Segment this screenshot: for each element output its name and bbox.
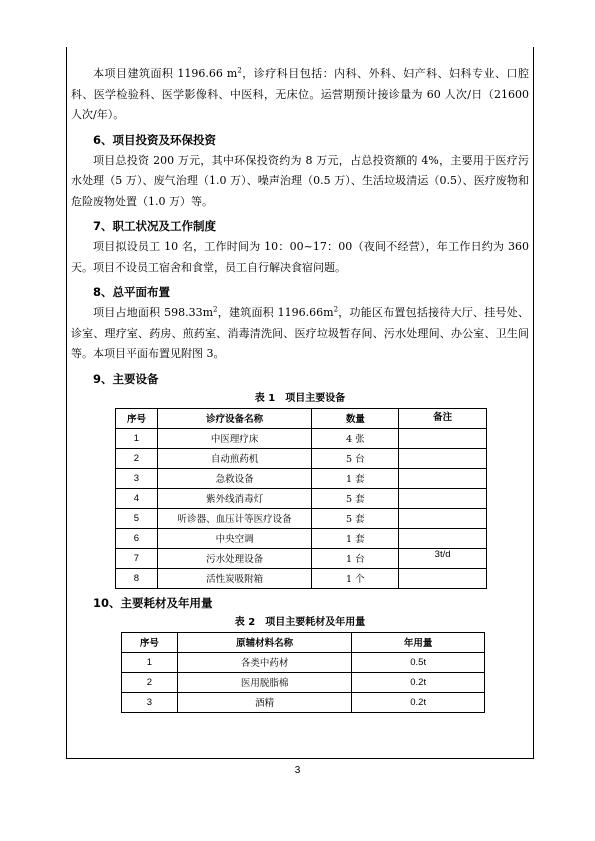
cell: 2 [116,448,158,468]
cell: 2 [122,672,178,692]
note-cell [399,568,487,588]
intro-paragraph: 本项目建筑面积 1196.66 $m^2$，诊疗科目包括：内科、外科、妇产科、妇科专业、口腔科、医学检验科、医学影像科、中医科，无床位。运营期预计接诊量为 60 人次/日（21600 人次/年）。 [71,66,529,121]
section-10-title: 10、主要耗材及年用量 [93,595,213,610]
section-8-title: 8、总平面布置 [93,285,171,299]
table-row [116,448,487,468]
cell: 医用脱脂棉 [177,672,351,692]
header-cell: 原辅材料名称 [177,632,351,652]
cell: 活性炭吸附箱 [157,568,312,588]
cell: 自动煎药机 [157,448,312,468]
cell: 1 套 [312,468,399,488]
cell: 3 [116,468,158,488]
note-cell: 3t/d [399,548,487,568]
header-cell: 备注 [399,408,487,428]
table-row [122,692,485,712]
table-row [122,672,485,692]
table-row [116,508,487,528]
cell: 听诊器、血压计等医疗设备 [157,508,312,528]
header-cell: 数量 [312,408,399,428]
cell: 8 [116,568,158,588]
cell: 酒精 [177,692,351,712]
note-cell [399,428,487,448]
cell: 4 张 [312,428,399,448]
section-8-body: 项目占地面积 $598.33m^2$，建筑面积 $1196.66m^2$，功能区布置包括接待大厅、挂号处、诊室、理疗室、药房、煎药室、消毒清洗间、医疗垃圾暂存间、污水处理间、办公室、卫生间等。本项目平面布置见附图 3。 [71,305,529,360]
cell: 6 [116,528,158,548]
cell: 0.2t [352,672,485,692]
table-row [116,548,487,568]
cell: 1 个 [312,568,399,588]
section-9-title: 9、主要设备 [93,371,159,386]
cell: 5 台 [312,448,399,468]
note-cell [399,488,487,508]
note-cell [399,468,487,488]
table-row [116,428,487,448]
cell: 5 套 [312,488,399,508]
note-cell [399,528,487,548]
table-row [116,528,487,548]
header-cell: 序号 [122,632,178,652]
section-6-title: 6、项目投资及环保投资 [93,132,217,147]
section-7-title: 7、职工状况及工作制度 [93,219,217,233]
table-2-caption: 表 2 项目主要耗材及年用量 [234,616,366,628]
table-row [116,568,487,588]
cell: 污水处理设备 [157,548,312,568]
cell: 4 [116,488,158,508]
header-cell: 年用量 [352,632,485,652]
header-cell: 诊疗设备名称 [157,408,312,428]
cell: 3 [122,692,178,712]
cell: 1 台 [312,548,399,568]
header-cell: 序号 [116,408,158,428]
section-6-body: 项目总投资 200 万元，其中环保投资约为 8 万元，占总投资额的 4%，主要用于医疗污水处理（5 万）、废气治理（1.0 万）、噪声治理（0.5 万）、生活垃圾清运（0.5）、医疗废物和危险废物处置（1.0 万）等。 [71,153,529,208]
cell: 0.5t [352,652,485,672]
cell: 7 [116,548,158,568]
cell: 5 [116,508,158,528]
table-row [122,652,485,672]
cell: 5 套 [312,508,399,528]
cell: 紫外线消毒灯 [157,488,312,508]
table-header-row [122,632,485,652]
cell: 中医理疗床 [157,428,312,448]
page-number: 3 [294,765,301,776]
table-row [116,488,487,508]
table-row [116,468,487,488]
cell: 0.2t [352,692,485,712]
cell: 各类中药材 [177,652,351,672]
table-1-caption: 表 1 项目主要设备 [254,392,346,404]
consumables-table [121,632,485,713]
section-7-body: 项目拟设员工 10 名，工作时间为 10：00~17：00（夜间不经营），年工作日约为 360 天。项目不设员工宿舍和食堂，员工自行解决食宿问题。 [71,240,529,274]
table-header-row [116,408,487,428]
cell: 1 [122,652,178,672]
cell: 中央空调 [157,528,312,548]
cell: 1 [116,428,158,448]
cell: 1 套 [312,528,399,548]
note-cell [399,508,487,528]
equipment-table [115,408,487,589]
cell: 急救设备 [157,468,312,488]
document-body [71,64,529,713]
note-cell [399,448,487,468]
